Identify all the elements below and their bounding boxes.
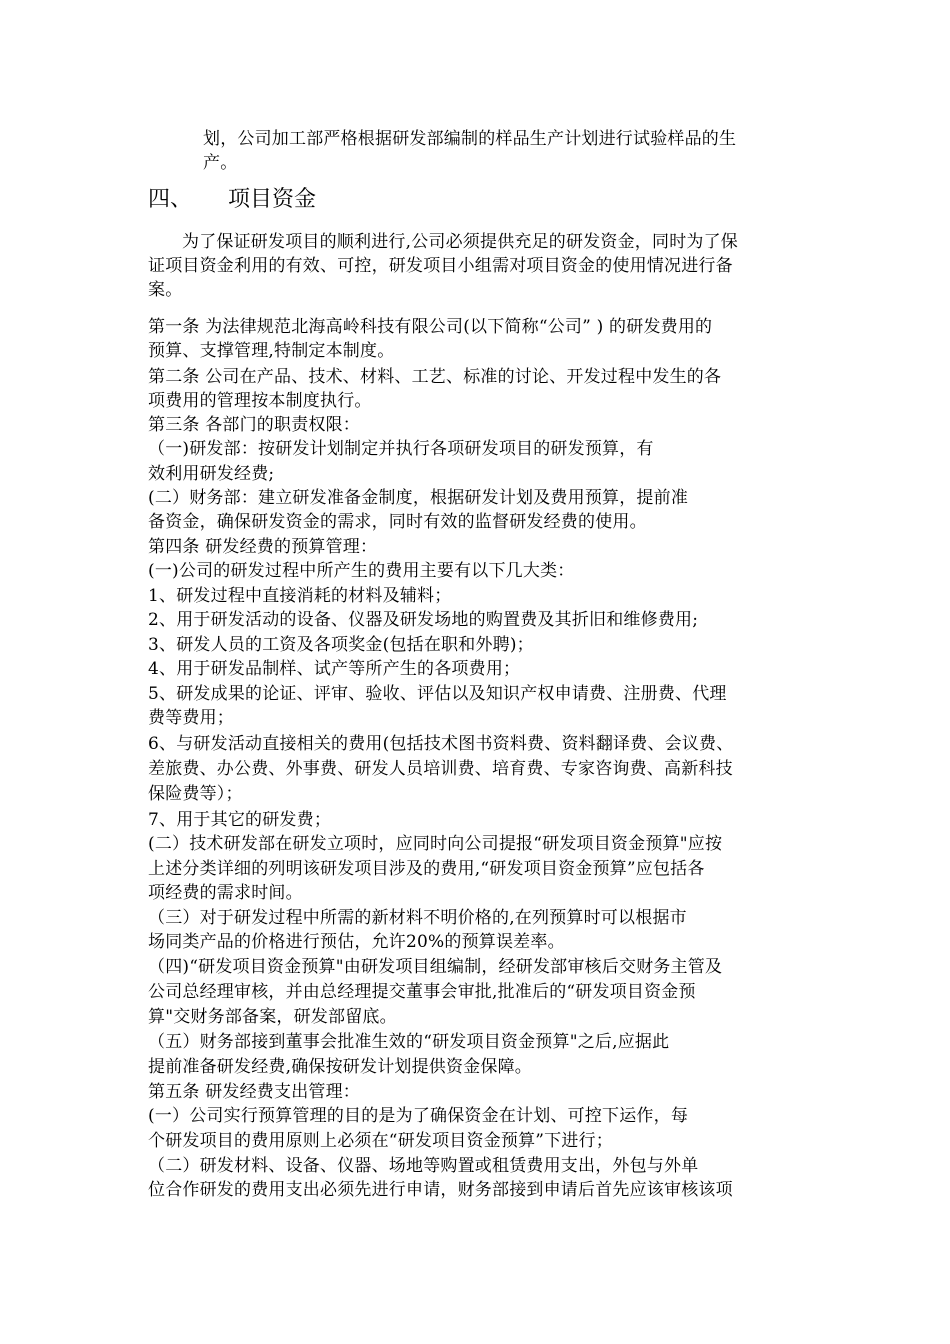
body-line: 4、用于研发品制样、试产等所产生的各项费用； xyxy=(148,659,521,679)
body-line: （二）研发材料、设备、仪器、场地等购置或租赁费用支出，外包与外单 xyxy=(148,1156,699,1176)
body-line: （一)研发部：按研发计划制定并执行各项研发项目的研发预算，有 xyxy=(148,439,654,459)
body-line: 5、研发成果的论证、评审、验收、评估以及知识产权申请费、注册费、代理 xyxy=(148,684,727,704)
body-line: (一)公司的研发过程中所产生的费用主要有以下几大类： xyxy=(148,561,575,581)
body-line: 备资金，确保研发资金的需求，同时有效的监督研发经费的使用。 xyxy=(148,512,647,532)
body-line: 2、用于研发活动的设备、仪器及研发场地的购置费及其折旧和维修费用; xyxy=(148,610,699,630)
body-line: （三）对于研发过程中所需的新材料不明价格的,在列预算时可以根据市 xyxy=(148,908,687,928)
body-line: (二）技术研发部在研发立项时，应同时向公司提报“研发项目资金预算"应按 xyxy=(148,834,723,854)
section-heading xyxy=(148,186,316,214)
body-line: 提前准备研发经费,确保按研发计划提供资金保障。 xyxy=(148,1057,533,1077)
body-line: 算"交财务部备案，研发部留底。 xyxy=(148,1007,397,1027)
body-line: 上述分类详细的列明该研发项目涉及的费用,“研发项目资金预算”应包括各 xyxy=(148,859,705,879)
body-line: 场同类产品的价格进行预估，允许20%的预算误差率。 xyxy=(148,932,565,952)
paragraph-line: 案。 xyxy=(148,280,183,300)
body-line: 位合作研发的费用支出必须先进行申请，财务部接到申请后首先应该审核该项 xyxy=(148,1180,733,1200)
body-line: 公司总经理审核，并由总经理提交董事会审批,批准后的“研发项目资金预 xyxy=(148,982,696,1002)
body-line: 项经费的需求时间。 xyxy=(148,883,303,903)
body-line: 第四条 研发经费的预算管理： xyxy=(148,537,378,557)
paragraph-line: 证项目资金利用的有效、可控，研发项目小组需对项目资金的使用情况进行备 xyxy=(148,256,733,276)
body-line: （五）财务部接到董事会批准生效的“研发项目资金预算"之后,应据此 xyxy=(148,1032,670,1052)
intro-line: 划，公司加工部严格根据研发部编制的样品生产计划进行试验样品的生 xyxy=(203,129,737,149)
body-line: 第五条 研发经费支出管理： xyxy=(148,1082,361,1102)
body-line: 第二条 公司在产品、技术、材料、工艺、标准的讨论、开发过程中发生的各 xyxy=(148,367,722,387)
paragraph-line: 为了保证研发项目的顺利进行,公司必须提供充足的研发资金，同时为了保 xyxy=(182,232,739,252)
body-line: (二）财务部：建立研发准备金制度，根据研发计划及费用预算，提前准 xyxy=(148,488,689,508)
body-line: 1、研发过程中直接消耗的材料及辅料； xyxy=(148,586,452,606)
section-title: 项目资金 xyxy=(228,187,317,212)
body-line: 预算、支撑管理,特制定本制度。 xyxy=(148,341,395,361)
body-line: 3、研发人员的工资及各项奖金(包括在职和外聘)； xyxy=(148,635,534,655)
body-line: 费等费用； xyxy=(148,708,234,728)
body-line: （四)“研发项目资金预算"由研发项目组编制，经研发部审核后交财务主管及 xyxy=(148,957,723,977)
intro-line: 产。 xyxy=(203,153,238,173)
body-line: 第三条 各部门的职责权限： xyxy=(148,415,361,435)
section-number: 四、 xyxy=(148,187,193,212)
body-line: 第一条 为法律规范北海高岭科技有限公司(以下简称“公司” ) 的研发费用的 xyxy=(148,317,713,337)
body-line: 差旅费、办公费、外事费、研发人员培训费、培育费、专家咨询费、高新科技 xyxy=(148,759,733,779)
body-line: (一）公司实行预算管理的目的是为了确保资金在计划、可控下运作，每 xyxy=(148,1106,689,1126)
body-line: 保险费等）； xyxy=(148,784,243,804)
body-line: 项费用的管理按本制度执行。 xyxy=(148,391,372,411)
body-line: 7、用于其它的研发费； xyxy=(148,810,332,830)
body-line: 个研发项目的费用原则上必须在“研发项目资金预算”下进行； xyxy=(148,1131,613,1151)
body-line: 效利用研发经费; xyxy=(148,464,275,484)
body-line: 6、与研发活动直接相关的费用(包括技术图书资料费、资料翻译费、会议费、 xyxy=(148,734,734,754)
